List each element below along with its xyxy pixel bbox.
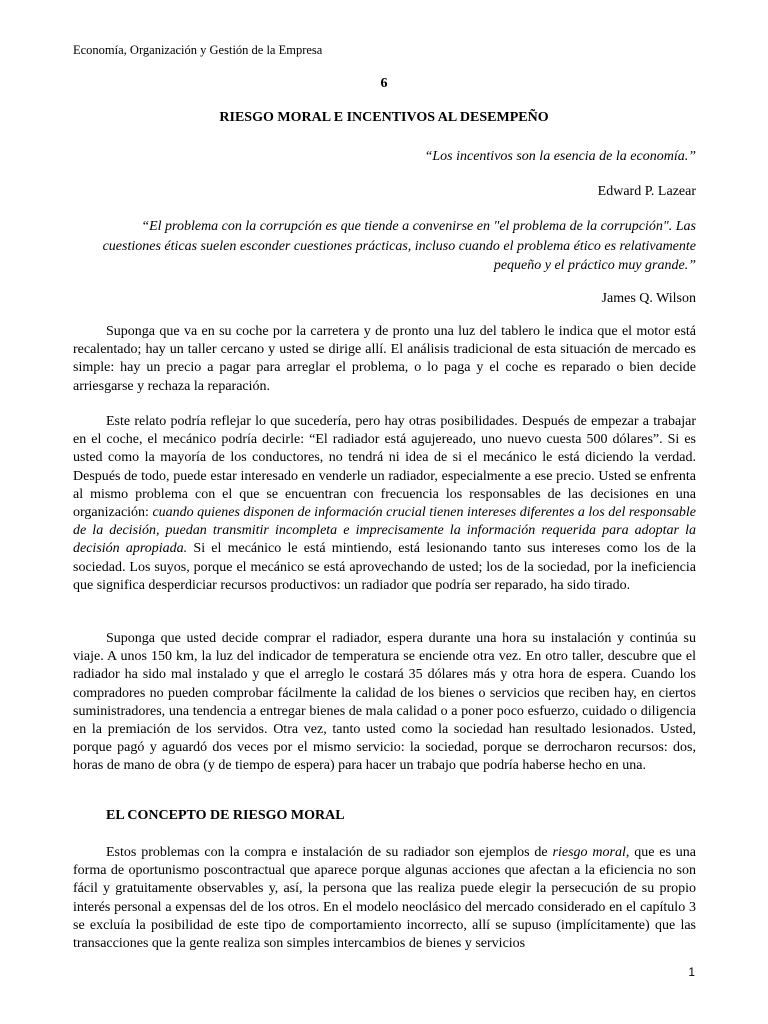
epigraph-author-wilson: James Q. Wilson bbox=[601, 291, 696, 306]
epigraph-quote-wilson: “El problema con la corrupción es que tiende a convenirse en "el problema de la corrupción". Las cuestiones éticas suelen esconder cuestiones prácticas, incluso cuando el problema ético es relativamente pequeño y el práctico muy grande.” bbox=[102, 219, 696, 273]
paragraph-2-emphasis: cuando quienes disponen de información crucial tienen intereses diferentes a los del responsable de la decisión, puedan transmitir incompleta e imprecisamente la información requerida para adoptar la decisión apropiada. bbox=[73, 505, 697, 557]
epigraph-author-lazear: Edward P. Lazear bbox=[597, 184, 696, 199]
paragraph-2-text-a: Este relato podría reflejar lo que sucedería, pero hay otras posibilidades. Después de empezar a trabajar en el coche, el mecánico podría decirle: “El radiador está agujereado, uno nuevo cuesta 500 dólares”. Si es usted como la mayoría de los conductores, no tendrá ni idea de si el mecánico le está diciendo la verdad. Después de todo, puede estar interesado en venderle un radiador, especialmente a ese precio. Usted se enfrenta al mismo problema con el que se encuentran con frecuencia los responsables de las decisiones en una organización: bbox=[73, 414, 696, 521]
paragraph-1: Suponga que va en su coche por la carretera y de pronto una luz del tablero le indica que el motor está recalentado; hay un taller cercano y usted se dirige allí. El análisis tradicional de esta situación de mercado es simple: hay un precio a pagar para arreglar el problema, o lo paga y el coche es reparado o bien decide arriesgarse y rechaza la reparación. bbox=[73, 324, 696, 394]
running-header: Economía, Organización y Gestión de la Empresa bbox=[73, 43, 323, 57]
paragraph-4-emphasis: riesgo moral bbox=[552, 845, 626, 860]
paragraph-4-text-b: , que es una forma de oportunismo poscontractual que aparece porque algunas acciones que afectan a la eficiencia no son fácil y gratuitamente observables y, así, la persona que las realiza puede elegir la persecución de su propio interés personal a expensas del de los otros. En el modelo neoclásico del mercado considerado en el capítulo 3 se excluía la posibilidad de este tipo de comportamiento incorrecto, allí se supuso (implícitamente) que las transacciones que la gente realiza son simples intercambios de bienes y servicios bbox=[73, 845, 696, 952]
paragraph-4 bbox=[73, 844, 696, 954]
paragraph-2-text-b: Si el mecánico le está mintiendo, está lesionando tanto sus intereses como los de la sociedad. Los suyos, porque el mecánico se está aprovechando de usted; los de la sociedad, por la ineficiencia que significa desperdiciar recursos productivos: un radiador que podría ser reparado, ha sido tirado. bbox=[73, 541, 696, 593]
paragraph-3: Suponga que usted decide comprar el radiador, espera durante una hora su instalación y continúa su viaje. A unos 150 km, la luz del indicador de temperatura se enciende otra vez. En otro taller, descubre que el radiador ha sido mal instalado y que el arreglo le costará 35 dólares más y otra hora de espera. Cuando los compradores no pueden comprobar fácilmente la calidad de los bienes o servicios que reciben hay, en ciertos suministradores, una tendencia a entregar bienes de mala calidad o a poner poco esfuerzo, cuidado o diligencia en la premiación de los servidos. Otra vez, tanto usted como la sociedad han resultado lesionados. Usted, porque pagó y aguardó dos veces por el mismo servicio: la sociedad, porque se derrocharon recursos: dos, horas de mano de obra (y de tiempo de espera) para hacer un trabajo que podría haberse hecho en una. bbox=[73, 631, 696, 774]
paragraph-4-text-a: Estos problemas con la compra e instalación de su radiador son ejemplos de bbox=[106, 845, 548, 860]
chapter-number: 6 bbox=[380, 76, 388, 91]
section-heading: EL CONCEPTO DE RIESGO MORAL bbox=[106, 808, 345, 823]
epigraph-quote-lazear: “Los incentivos son la esencia de la economía.” bbox=[424, 149, 696, 164]
page-number: 1 bbox=[688, 965, 695, 979]
paragraph-2 bbox=[73, 413, 696, 595]
chapter-title: RIESGO MORAL E INCENTIVOS AL DESEMPEÑO bbox=[219, 110, 549, 125]
